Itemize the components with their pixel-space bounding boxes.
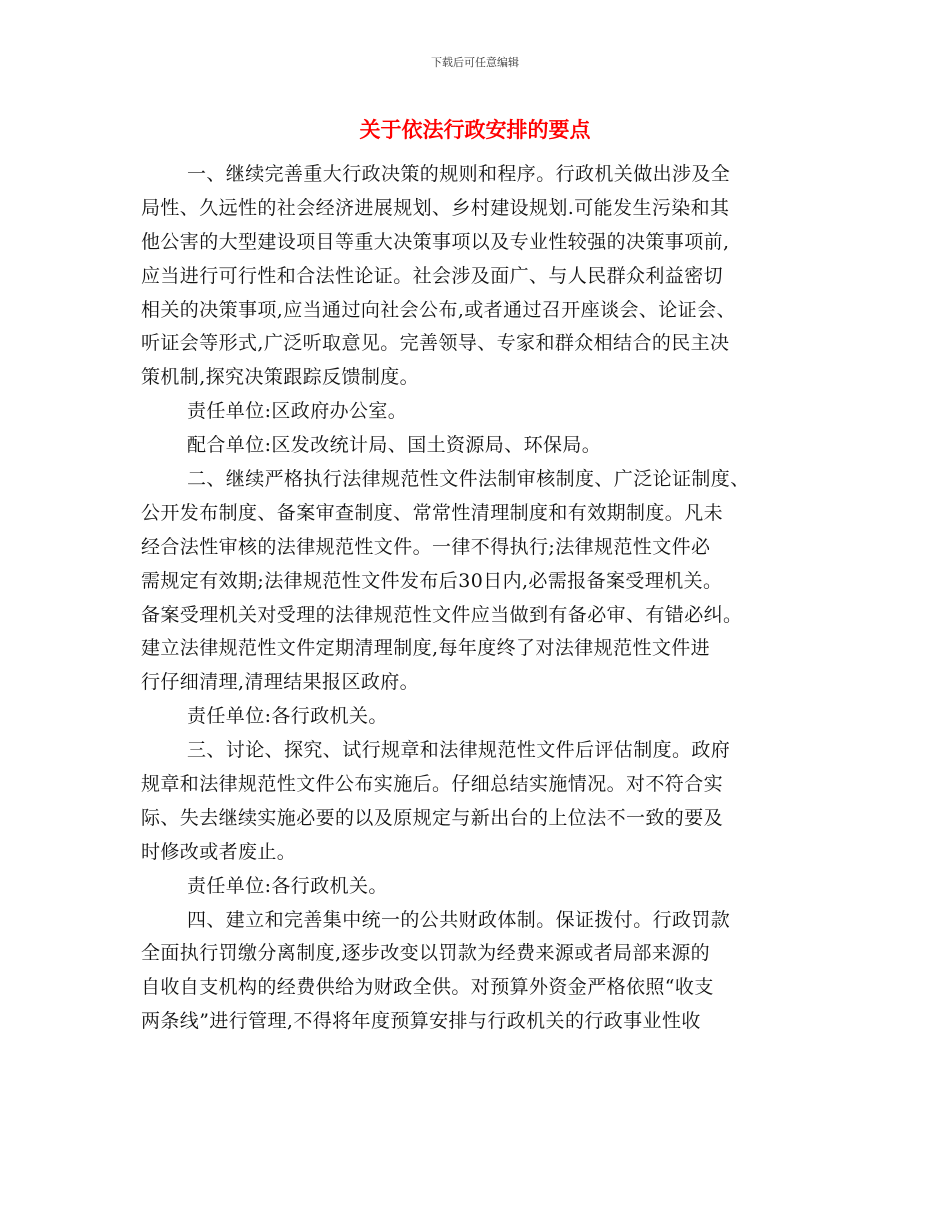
text-line: 听证会等形式,广泛听取意见。完善领导、专家和群众相结合的民主决: [141, 332, 730, 355]
text-line: 行仔细清理,清理结果报区政府。: [141, 671, 420, 694]
text-line: 相关的决策事项,应当通过向社会公布,或者通过召开座谈会、论证会、: [141, 298, 736, 321]
document-title: 关于依法行政安排的要点: [359, 118, 591, 142]
text-line: 他公害的大型建设项目等重大决策事项以及专业性较强的决策事项前,: [141, 230, 730, 253]
text-line: 三、讨论、探究、试行规章和法律规范性文件后评估制度。政府: [187, 739, 731, 762]
text-line: 时修改或者废止。: [141, 840, 297, 863]
text-line: 规章和法律规范性文件公布实施后。仔细总结实施情况。对不符合实: [141, 773, 724, 796]
text-line: 局性、久远性的社会经济进展规划、乡村建设规划.可能发生污染和其: [141, 196, 730, 219]
text-line: 责任单位:区政府办公室。: [187, 400, 408, 423]
text-line: 需规定有效期;法律规范性文件发布后30日内,必需报备案受理机关。: [141, 569, 723, 592]
text-line: 策机制,探究决策跟踪反馈制度。: [141, 366, 420, 389]
text-line: 经合法性审核的法律规范性文件。一律不得执行;法律规范性文件必: [141, 535, 711, 558]
text-line: 备案受理机关对受理的法律规范性文件应当做到有备必审、有错必纠。: [141, 603, 743, 626]
document-body: [141, 158, 821, 1039]
page-header: 下载后可任意编辑: [431, 56, 519, 69]
text-line: 四、建立和完善集中统一的公共财政体制。保证拨付。行政罚款: [187, 908, 731, 931]
text-line: 际、失去继续实施必要的以及原规定与新出台的上位法不一致的要及: [141, 806, 724, 829]
text-line: 建立法律规范性文件定期清理制度,每年度终了对法律规范性文件进: [141, 637, 711, 660]
text-line: 一、继续完善重大行政决策的规则和程序。行政机关做出涉及全: [187, 163, 731, 185]
text-line: 两条线”进行管理,不得将年度预算安排与行政机关的行政事业性收: [141, 1010, 701, 1033]
text-line: 自收自支机构的经费供给为财政全供。对预算外资金严格依照“收支: [141, 976, 714, 999]
text-line: 责任单位:各行政机关。: [187, 705, 388, 728]
text-line: 责任单位:各行政机关。: [187, 874, 388, 897]
text-line: 全面执行罚缴分离制度,逐步改变以罚款为经费来源或者局部来源的: [141, 942, 711, 965]
text-line: 二、继续严格执行法律规范性文件法制审核制度、广泛论证制度、: [187, 468, 750, 491]
text-line: 公开发布制度、备案审查制度、常常性清理制度和有效期制度。凡未: [141, 501, 724, 524]
text-line: 应当进行可行性和合法性论证。社会涉及面广、与人民群众利益密切: [141, 264, 724, 287]
text-line: 配合单位:区发改统计局、国土资源局、环保局。: [187, 434, 602, 457]
